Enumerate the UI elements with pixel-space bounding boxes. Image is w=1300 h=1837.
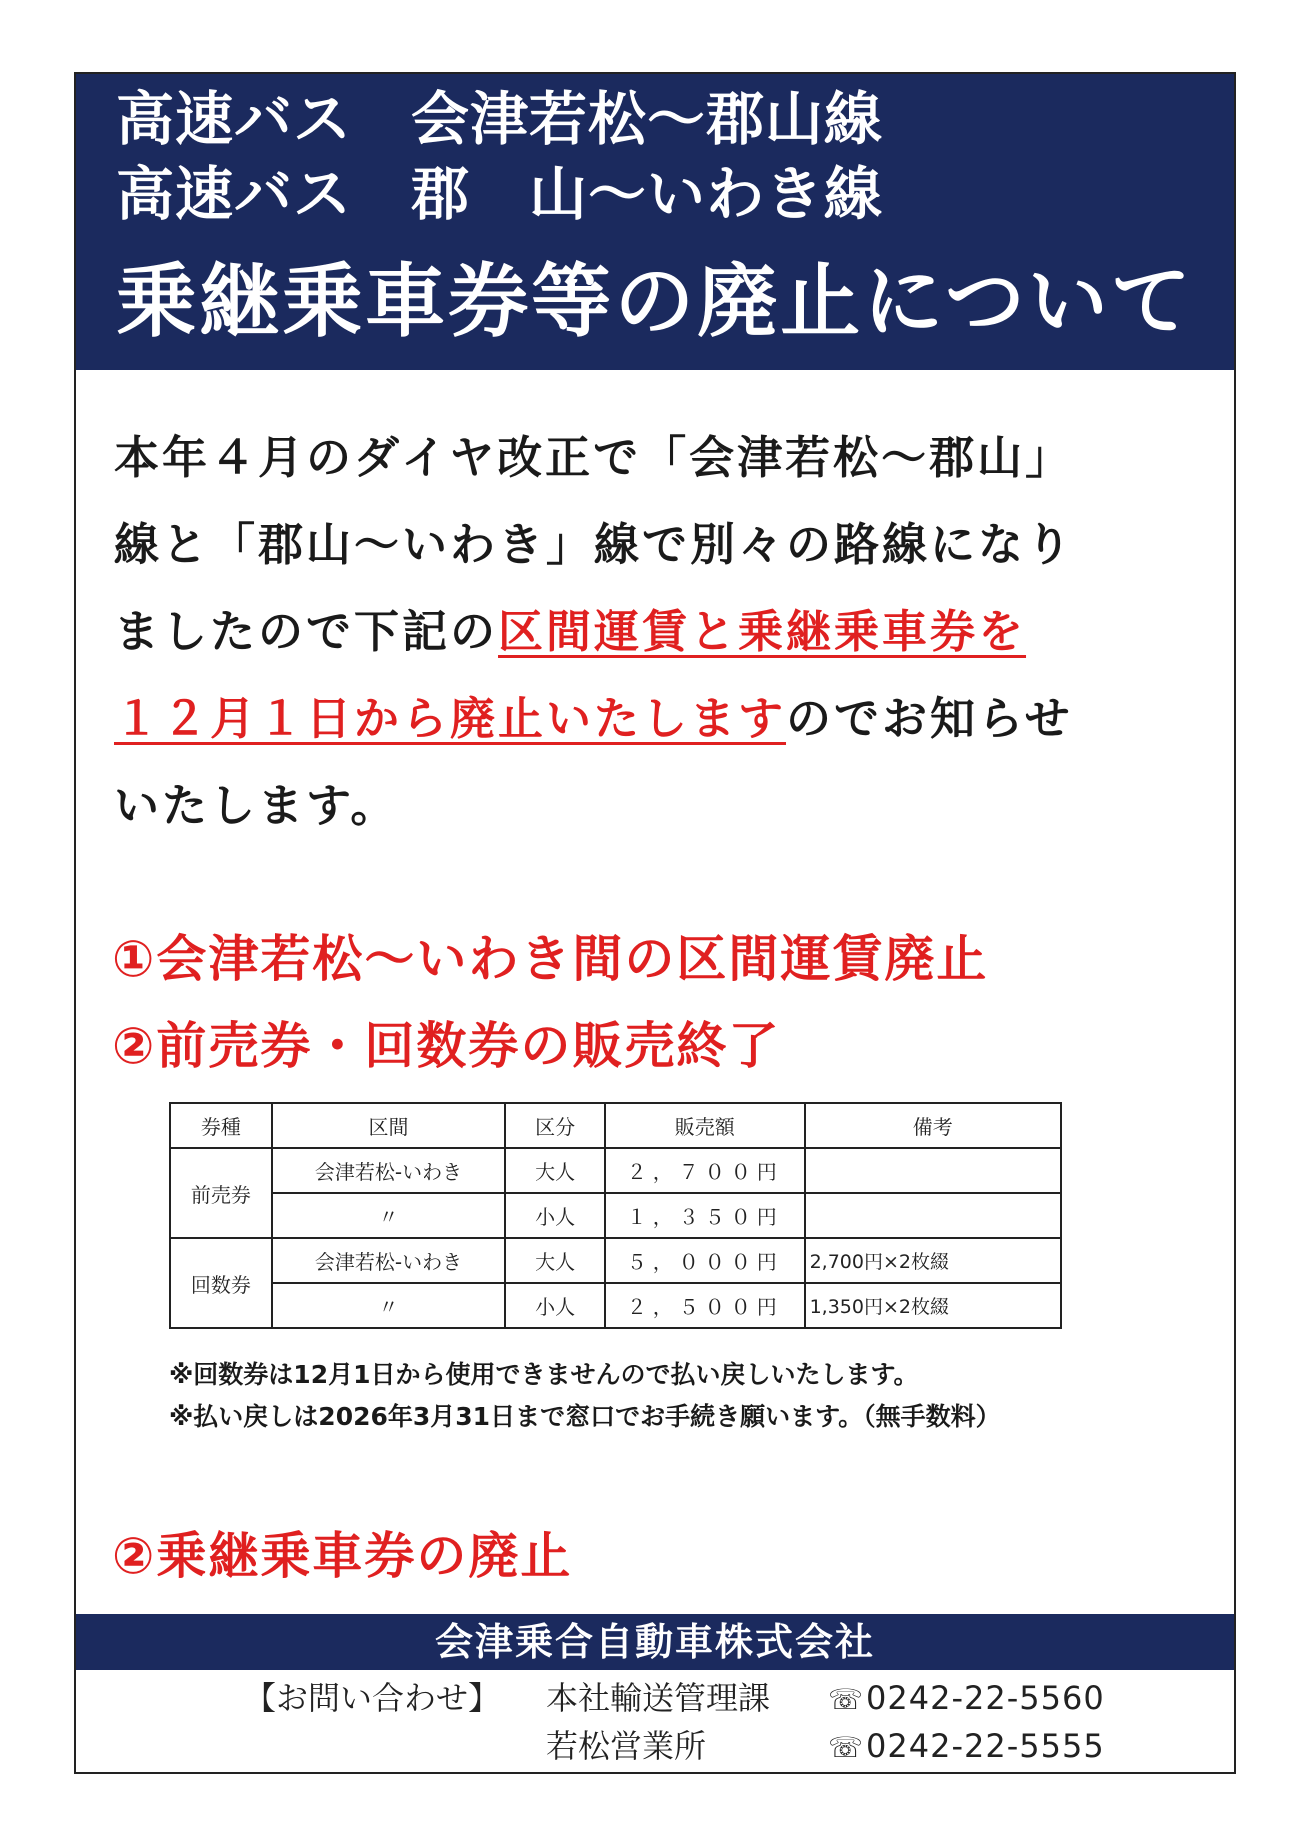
company-name-bar: 会津乗合自動車株式会社: [76, 1614, 1234, 1670]
refund-note-2: ※払い戻しは2026年3月31日まで窓口でお手続き願います。（無手数料）: [169, 1402, 1001, 1431]
note-cell: [805, 1193, 1061, 1238]
section-cell: 〃: [272, 1283, 505, 1328]
class-cell: 小人: [505, 1193, 605, 1238]
contact-dept-1: 本社輸送管理課: [546, 1679, 771, 1717]
table-row: [170, 1148, 1061, 1193]
class-cell: 大人: [505, 1238, 605, 1283]
table-header-row: [170, 1103, 1061, 1148]
contact-dept-2: 若松営業所: [546, 1727, 707, 1765]
route-title-2: 高速バス 郡 山～いわき線: [116, 160, 884, 228]
ticket-type-cell: 回数券: [170, 1238, 272, 1328]
refund-notes: [169, 1354, 1001, 1438]
table-header-cell: 販売額: [605, 1103, 805, 1148]
table-header-cell: 券種: [170, 1103, 272, 1148]
phone-number-1: 0242-22-5560: [866, 1679, 1105, 1717]
body-line-4-highlight: １２月１日から廃止いたします: [114, 692, 787, 745]
table-row: [170, 1238, 1061, 1283]
body-line-4-plain: のでお知らせ: [786, 692, 1073, 745]
table-header-cell: 区間: [272, 1103, 505, 1148]
contact-phone-1: [828, 1674, 1105, 1724]
contact-label: 【お問い合わせ】: [244, 1679, 501, 1717]
item-ticket-sales-end: ②前売券・回数券の販売終了: [112, 1017, 781, 1075]
body-line-5: いたします。: [114, 779, 399, 832]
contact-phone-2: [828, 1722, 1105, 1772]
body-line-3-plain: ましたので下記の: [114, 605, 499, 658]
table-row: [170, 1193, 1061, 1238]
section-cell: 〃: [272, 1193, 505, 1238]
table-header-cell: 備考: [805, 1103, 1061, 1148]
body-line-1: 本年４月のダイヤ改正で「会津若松～郡山」: [114, 431, 1074, 484]
class-cell: 小人: [505, 1283, 605, 1328]
ticket-type-cell: 前売券: [170, 1148, 272, 1238]
section-cell: 会津若松-いわき: [272, 1148, 505, 1193]
note-cell: 1,350円×2枚綴: [805, 1283, 1061, 1328]
notice-title: 乗継乗車券等の廃止について: [116, 255, 1194, 348]
note-cell: 2,700円×2枚綴: [805, 1238, 1061, 1283]
amount-cell: １，３５０円: [605, 1193, 805, 1238]
refund-note-1: ※回数券は12月1日から使用できませんので払い戻しいたします。: [169, 1360, 919, 1389]
table-header-cell: 区分: [505, 1103, 605, 1148]
body-line-3-highlight: 区間運賃と乗継乗車券を: [498, 605, 1027, 658]
item-section-fare-abolition: ①会津若松～いわき間の区間運賃廃止: [112, 930, 989, 988]
phone-icon: ☏: [828, 1731, 865, 1764]
body-line-2: 線と「郡山～いわき」線で別々の路線になり: [114, 518, 1075, 571]
note-cell: [805, 1148, 1061, 1193]
amount-cell: ２，５００円: [605, 1283, 805, 1328]
amount-cell: ５，０００円: [605, 1238, 805, 1283]
body-line-3: [114, 588, 1204, 675]
notice-body: [114, 414, 1204, 849]
route-title-1: 高速バス 会津若松～郡山線: [116, 85, 884, 153]
class-cell: 大人: [505, 1148, 605, 1193]
fare-table: [169, 1102, 1062, 1329]
notice-frame: [74, 72, 1236, 1774]
amount-cell: ２，７００円: [605, 1148, 805, 1193]
section-cell: 会津若松-いわき: [272, 1238, 505, 1283]
item-transfer-ticket-abolition: ②乗継乗車券の廃止: [112, 1527, 573, 1585]
table-row: [170, 1283, 1061, 1328]
header-banner: [76, 74, 1234, 370]
phone-icon: ☏: [828, 1683, 865, 1716]
body-line-4: [114, 675, 1204, 762]
phone-number-2: 0242-22-5555: [866, 1727, 1105, 1765]
